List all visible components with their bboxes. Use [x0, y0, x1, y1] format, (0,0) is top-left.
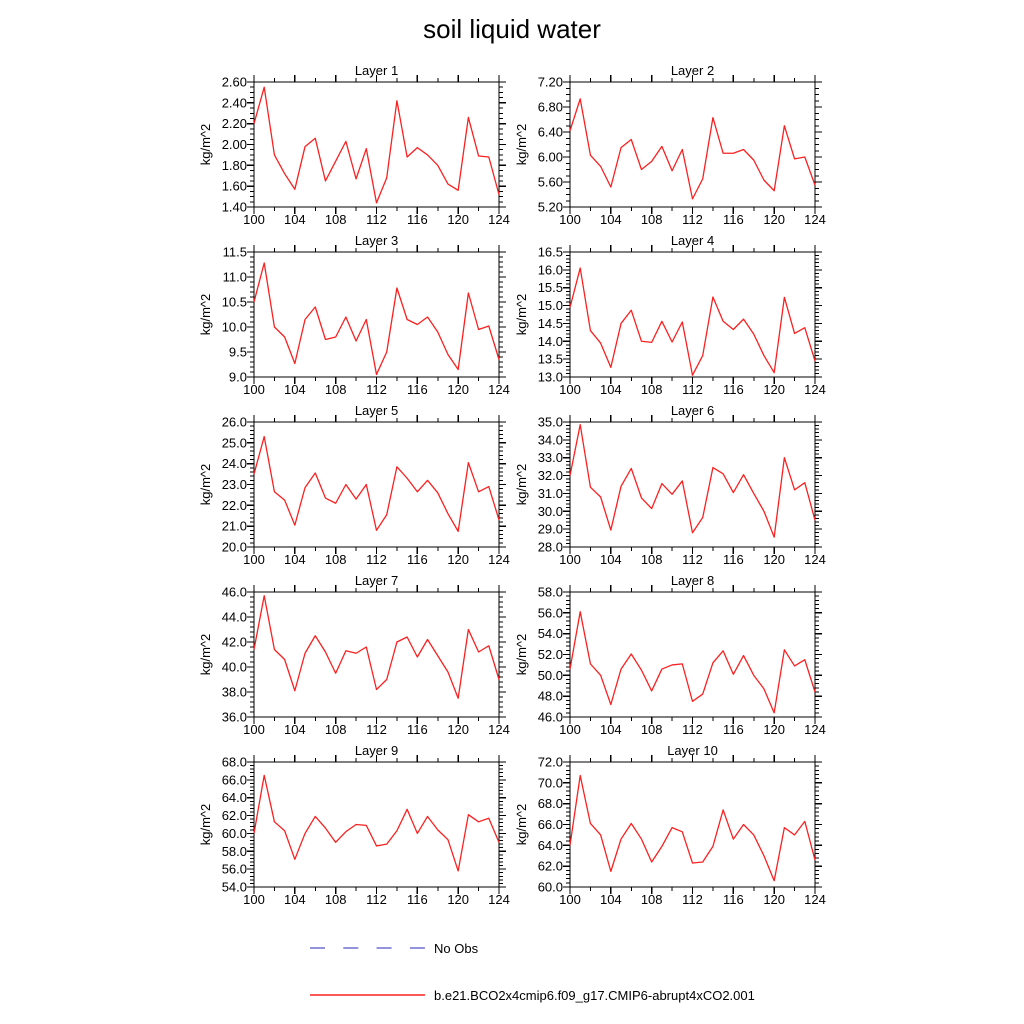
x-tick-label: 124 — [804, 212, 826, 227]
y-tick-label: 9.0 — [228, 369, 247, 385]
y-tick-label: 60.0 — [221, 825, 247, 841]
x-tick-label: 108 — [324, 722, 347, 737]
y-tick-label: 7.20 — [537, 74, 563, 90]
chart-panel-layer-3 — [174, 232, 524, 402]
plot-frame — [570, 422, 815, 547]
x-tick-label: 108 — [640, 212, 663, 227]
y-tick-label: 64.0 — [537, 837, 563, 853]
y-tick-label: 46.0 — [537, 709, 563, 725]
series-line — [254, 775, 499, 871]
y-tick-label: 40.0 — [221, 659, 247, 675]
legend-label: b.e21.BCO2x4cmip6.f09_g17.CMIP6-abrupt4xCO2.001 — [434, 987, 755, 1003]
plot-frame — [254, 592, 499, 717]
x-tick-label: 112 — [682, 892, 703, 907]
y-axis-label: kg/m^2 — [514, 293, 529, 336]
x-tick-label: 116 — [406, 212, 428, 227]
x-tick-label: 124 — [804, 382, 826, 397]
y-axis-label: kg/m^2 — [198, 293, 213, 336]
x-tick-label: 120 — [447, 382, 470, 397]
y-tick-label: 29.0 — [537, 521, 563, 537]
y-tick-label: 20.0 — [221, 539, 247, 555]
series-line — [254, 437, 499, 532]
y-axis-label: kg/m^2 — [514, 123, 529, 166]
x-tick-label: 124 — [488, 892, 510, 907]
y-tick-label: 64.0 — [221, 790, 247, 806]
x-tick-label: 116 — [722, 722, 744, 737]
x-tick-label: 108 — [640, 552, 663, 567]
x-tick-label: 104 — [599, 382, 622, 397]
x-tick-label: 104 — [283, 552, 306, 567]
panel-title: Layer 10 — [667, 743, 718, 758]
plot-frame — [570, 592, 815, 717]
x-tick-label: 104 — [283, 892, 306, 907]
x-tick-label: 108 — [640, 722, 663, 737]
series-line — [254, 263, 499, 375]
y-tick-label: 70.0 — [537, 775, 563, 791]
x-tick-label: 124 — [488, 722, 510, 737]
y-tick-label: 46.0 — [221, 584, 247, 600]
plot-frame — [254, 762, 499, 887]
y-tick-label: 30.0 — [537, 503, 563, 519]
major-ticks — [247, 415, 506, 554]
y-tick-label: 10.0 — [221, 319, 247, 335]
x-tick-label: 100 — [243, 892, 265, 907]
x-tick-label: 112 — [682, 382, 703, 397]
y-tick-label: 10.5 — [221, 294, 247, 310]
y-tick-label: 58.0 — [221, 843, 247, 859]
panel-title: Layer 2 — [670, 63, 715, 78]
minor-ticks — [250, 758, 503, 891]
x-tick-label: 124 — [488, 552, 510, 567]
y-tick-label: 34.0 — [537, 432, 563, 448]
x-tick-label: 116 — [722, 892, 744, 907]
x-tick-label: 124 — [488, 382, 510, 397]
major-ticks — [247, 245, 506, 384]
y-axis-label: kg/m^2 — [198, 633, 213, 676]
y-tick-label: 2.40 — [221, 95, 247, 111]
y-tick-label: 1.40 — [221, 199, 247, 215]
x-tick-label: 108 — [324, 212, 347, 227]
x-tick-label: 116 — [406, 722, 428, 737]
x-tick-label: 112 — [682, 552, 703, 567]
chart-panel-layer-7 — [174, 572, 524, 742]
x-tick-label: 112 — [682, 212, 703, 227]
series-line — [254, 596, 499, 699]
x-tick-label: 124 — [804, 892, 826, 907]
series-line — [570, 776, 815, 881]
series-line — [570, 425, 815, 538]
x-tick-label: 104 — [283, 382, 306, 397]
chart-panel-layer-6 — [490, 402, 840, 572]
x-tick-label: 108 — [324, 382, 347, 397]
x-tick-label: 116 — [722, 212, 744, 227]
panel-title: Layer 4 — [670, 233, 715, 248]
y-tick-label: 42.0 — [221, 634, 247, 650]
figure-title: soil liquid water — [423, 14, 601, 44]
chart-panel-layer-10 — [490, 742, 840, 912]
series-line — [570, 612, 815, 713]
x-tick-label: 100 — [559, 212, 581, 227]
x-tick-label: 112 — [366, 892, 387, 907]
minor-ticks — [566, 248, 819, 381]
x-tick-label: 100 — [559, 722, 581, 737]
x-tick-label: 112 — [682, 722, 703, 737]
x-tick-label: 100 — [243, 382, 265, 397]
x-tick-label: 116 — [406, 892, 428, 907]
x-tick-label: 120 — [763, 722, 786, 737]
x-tick-label: 116 — [722, 382, 744, 397]
x-tick-label: 100 — [243, 722, 265, 737]
x-tick-label: 120 — [447, 722, 470, 737]
y-tick-label: 66.0 — [221, 772, 247, 788]
y-tick-label: 56.0 — [537, 605, 563, 621]
x-tick-label: 112 — [366, 382, 387, 397]
y-tick-label: 68.0 — [221, 754, 247, 770]
y-tick-label: 35.0 — [537, 414, 563, 430]
y-tick-label: 25.0 — [221, 435, 247, 451]
y-axis-label: kg/m^2 — [198, 123, 213, 166]
y-tick-label: 62.0 — [537, 858, 563, 874]
series-line — [570, 99, 815, 199]
y-tick-label: 32.0 — [537, 468, 563, 484]
x-tick-label: 120 — [447, 552, 470, 567]
x-tick-label: 120 — [447, 892, 470, 907]
y-tick-label: 50.0 — [537, 667, 563, 683]
x-tick-label: 124 — [804, 722, 826, 737]
x-tick-label: 124 — [488, 212, 510, 227]
y-tick-label: 6.80 — [537, 99, 563, 115]
y-tick-label: 66.0 — [537, 817, 563, 832]
x-tick-label: 108 — [324, 552, 347, 567]
x-tick-label: 100 — [243, 212, 265, 227]
chart-panel-layer-9 — [174, 742, 524, 912]
panel-title: Layer 3 — [354, 233, 399, 248]
x-tick-label: 104 — [599, 212, 622, 227]
y-tick-label: 1.80 — [221, 157, 247, 173]
series-line — [570, 268, 815, 375]
x-tick-label: 108 — [640, 382, 663, 397]
x-tick-label: 104 — [599, 892, 622, 907]
chart-panel-layer-1 — [174, 62, 524, 232]
y-tick-label: 15.5 — [537, 280, 563, 296]
plot-frame — [570, 82, 815, 207]
y-tick-label: 38.0 — [221, 684, 247, 700]
y-tick-label: 58.0 — [537, 584, 563, 600]
y-tick-label: 2.00 — [221, 137, 247, 152]
y-axis-label: kg/m^2 — [198, 463, 213, 506]
panel-title: Layer 1 — [354, 63, 399, 78]
plot-frame — [254, 252, 499, 377]
chart-panel-layer-8 — [490, 572, 840, 742]
x-tick-label: 100 — [559, 382, 581, 397]
y-tick-label: 1.60 — [221, 178, 247, 194]
y-tick-label: 6.00 — [537, 149, 563, 165]
legend-label: No Obs — [434, 940, 479, 956]
major-ticks — [247, 75, 506, 214]
legend-item-model-run — [310, 986, 755, 1004]
x-tick-label: 116 — [722, 552, 744, 567]
y-tick-label: 2.20 — [221, 116, 247, 132]
y-tick-label: 24.0 — [221, 456, 247, 472]
x-tick-label: 120 — [447, 212, 470, 227]
y-tick-label: 72.0 — [537, 754, 563, 770]
x-tick-label: 120 — [763, 892, 786, 907]
plot-frame — [254, 82, 499, 207]
major-ticks — [247, 585, 506, 724]
x-tick-label: 112 — [366, 212, 387, 227]
x-tick-label: 116 — [406, 552, 428, 567]
x-tick-label: 108 — [324, 892, 347, 907]
y-tick-label: 13.5 — [537, 351, 563, 367]
y-tick-label: 14.0 — [537, 333, 563, 349]
y-tick-label: 31.0 — [537, 485, 563, 501]
y-tick-label: 56.0 — [221, 861, 247, 877]
x-tick-label: 120 — [763, 212, 786, 227]
chart-panel-layer-5 — [174, 402, 524, 572]
y-tick-label: 54.0 — [221, 879, 247, 895]
y-tick-label: 28.0 — [537, 539, 563, 555]
panel-title: Layer 9 — [354, 743, 399, 758]
solid-line-swatch — [310, 988, 425, 1002]
y-tick-label: 36.0 — [221, 709, 247, 725]
x-tick-label: 120 — [763, 382, 786, 397]
x-tick-label: 104 — [599, 722, 622, 737]
y-tick-label: 5.60 — [537, 174, 563, 190]
legend-item-no-obs — [310, 939, 478, 957]
y-tick-label: 15.0 — [537, 298, 563, 314]
y-axis-label: kg/m^2 — [514, 463, 529, 506]
y-tick-label: 26.0 — [221, 414, 247, 430]
y-tick-label: 11.5 — [222, 244, 247, 260]
y-tick-label: 11.0 — [222, 269, 247, 285]
y-tick-label: 23.0 — [221, 477, 247, 492]
x-tick-label: 104 — [283, 212, 306, 227]
panel-title: Layer 5 — [354, 403, 399, 418]
x-tick-label: 100 — [559, 892, 581, 907]
x-tick-label: 116 — [406, 382, 428, 397]
y-tick-label: 2.60 — [221, 74, 247, 90]
y-tick-label: 60.0 — [537, 879, 563, 895]
y-tick-label: 14.5 — [537, 315, 563, 331]
y-axis-label: kg/m^2 — [514, 633, 529, 676]
major-ticks — [563, 245, 822, 384]
x-tick-label: 112 — [366, 722, 387, 737]
y-tick-label: 48.0 — [537, 688, 563, 704]
panel-title: Layer 7 — [354, 573, 399, 588]
y-tick-label: 13.0 — [537, 369, 563, 385]
y-tick-label: 9.5 — [228, 344, 247, 360]
x-tick-label: 100 — [243, 552, 265, 567]
major-ticks — [563, 755, 822, 894]
y-tick-label: 16.5 — [537, 244, 563, 260]
y-axis-label: kg/m^2 — [514, 803, 529, 846]
x-tick-label: 100 — [559, 552, 581, 567]
x-tick-label: 112 — [366, 552, 387, 567]
dashed-line-swatch — [310, 941, 425, 955]
major-ticks — [563, 75, 822, 214]
x-tick-label: 104 — [599, 552, 622, 567]
y-tick-label: 54.0 — [537, 626, 563, 642]
x-tick-label: 124 — [804, 552, 826, 567]
y-tick-label: 21.0 — [221, 518, 247, 534]
x-tick-label: 120 — [763, 552, 786, 567]
plot-frame — [570, 762, 815, 887]
y-tick-label: 5.20 — [537, 199, 563, 215]
y-tick-label: 6.40 — [537, 124, 563, 140]
series-line — [254, 87, 499, 203]
y-tick-label: 68.0 — [537, 796, 563, 812]
y-tick-label: 62.0 — [221, 808, 247, 824]
minor-ticks — [566, 758, 819, 891]
y-tick-label: 33.0 — [537, 450, 563, 466]
y-tick-label: 44.0 — [221, 609, 247, 625]
panel-title: Layer 6 — [670, 403, 715, 418]
x-tick-label: 104 — [283, 722, 306, 737]
y-tick-label: 16.0 — [537, 262, 563, 278]
y-tick-label: 22.0 — [221, 497, 247, 513]
chart-panel-layer-4 — [490, 232, 840, 402]
panel-title: Layer 8 — [670, 573, 715, 588]
x-tick-label: 108 — [640, 892, 663, 907]
chart-panel-layer-2 — [490, 62, 840, 232]
y-axis-label: kg/m^2 — [198, 803, 213, 846]
y-tick-label: 52.0 — [537, 647, 563, 662]
